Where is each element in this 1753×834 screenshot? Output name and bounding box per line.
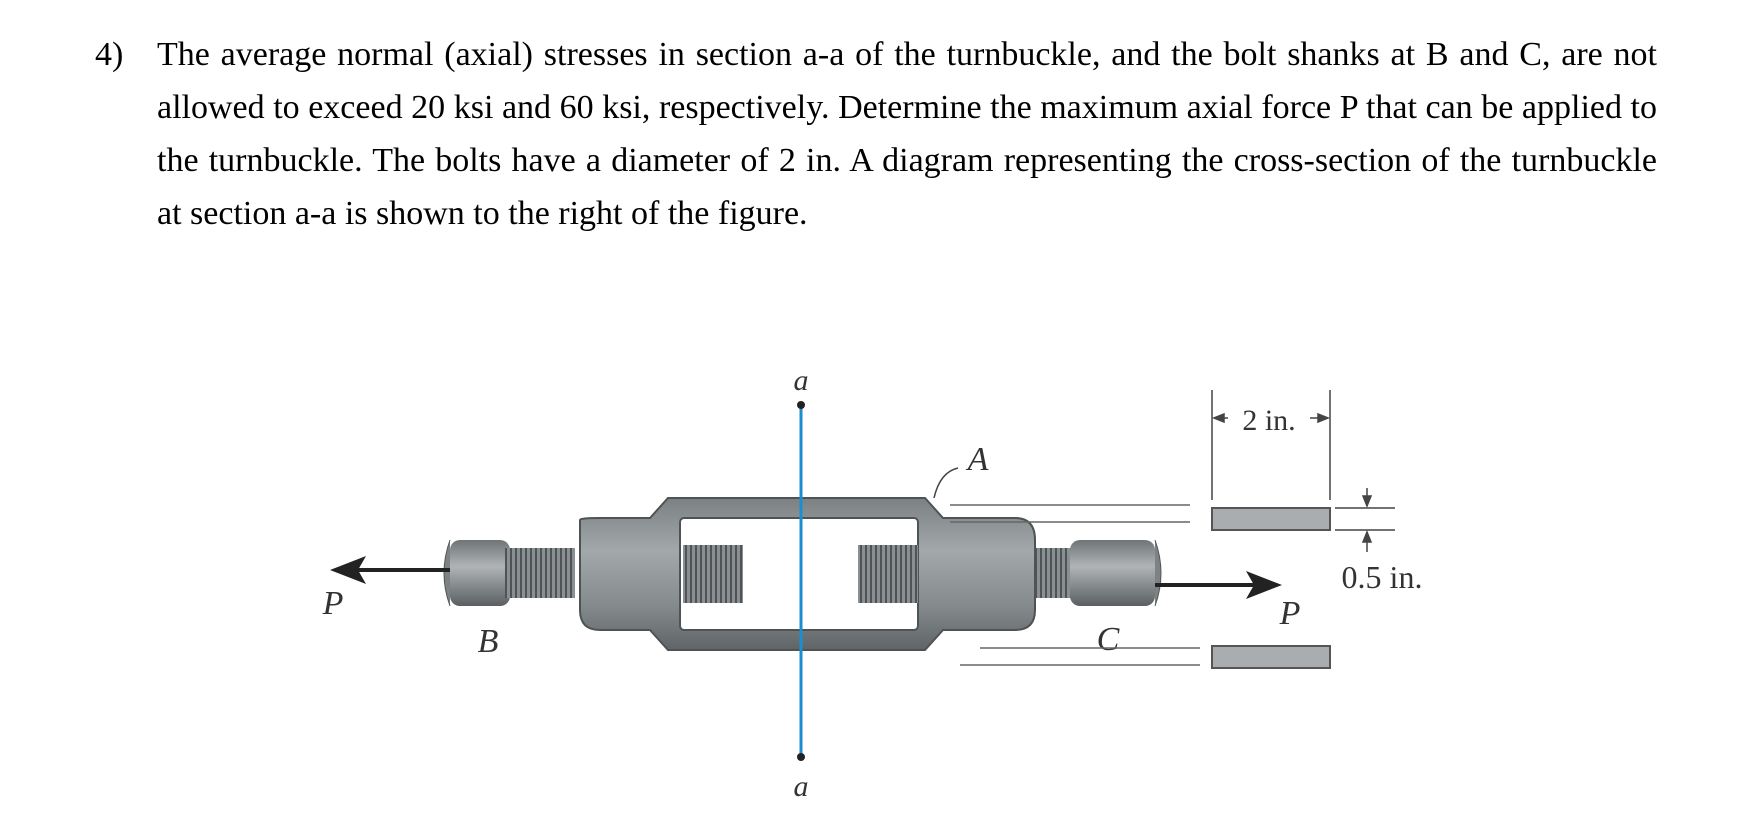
bolt-B xyxy=(444,540,575,606)
problem-number: 4) xyxy=(95,36,124,73)
label-A: A xyxy=(967,441,989,478)
dimension-thickness-label: 0.5 in. xyxy=(1341,559,1423,595)
section-label-top: a xyxy=(793,364,809,397)
problem-text: The average normal (axial) stresses in section a-a of the turnbuckle, and the bolt shanks at B and C, are not allowed to exceed 20 ksi and 60 ksi, respectively. Determine the maximum axial force P that can be applied to the turnbuckle. The bolts have a diameter of 2 in. A diagram representing the cross-section of the turnbuckle at section a-a is shown to the right of the figure. xyxy=(157,36,1657,232)
force-arrow-left xyxy=(330,556,450,584)
cross-section-bar-bottom xyxy=(1212,646,1330,668)
leader-A xyxy=(934,468,958,498)
force-arrow-right xyxy=(1155,571,1282,599)
thread-left xyxy=(683,545,743,603)
label-C: C xyxy=(1096,621,1120,658)
turnbuckle-body xyxy=(580,498,1035,650)
force-label-left: P xyxy=(322,585,344,622)
section-label-bottom: a xyxy=(793,770,809,803)
cross-section-bar-top xyxy=(1212,508,1330,530)
thread-right xyxy=(858,545,918,603)
bolt-C xyxy=(1030,540,1161,606)
label-B: B xyxy=(477,623,499,660)
force-label-right: P xyxy=(1279,595,1301,632)
dimension-thickness xyxy=(1335,488,1395,552)
dimension-width-label: 2 in. xyxy=(1242,404,1296,437)
